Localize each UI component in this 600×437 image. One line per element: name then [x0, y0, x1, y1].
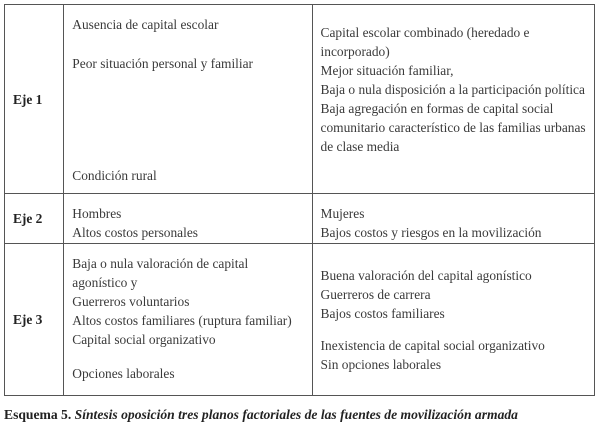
table-row-eje-1: [5, 5, 595, 194]
table-row-eje-2: [5, 194, 595, 244]
list-item: Mujeres: [320, 206, 365, 221]
list-item: Inexistencia de capital social organizativo: [320, 338, 545, 353]
table-row-eje-3: [5, 244, 595, 396]
list-item: Capital social organizativo: [72, 332, 216, 347]
list-item: Buena valoración del capital agonístico: [320, 268, 532, 283]
caption-title: Síntesis oposición tres planos factoriales de las fuentes de movilización armada: [74, 407, 518, 422]
left-cell: [64, 5, 312, 194]
axis-label: Eje 1: [5, 5, 64, 194]
right-cell: [312, 194, 594, 244]
list-item: Mejor situación familiar,: [320, 63, 454, 78]
list-item: Altos costos familiares (ruptura familiar): [72, 313, 292, 328]
list-item: Guerreros de carrera: [320, 287, 431, 302]
right-cell: [312, 244, 594, 396]
left-cell: [64, 244, 312, 396]
left-cell: [64, 194, 312, 244]
list-item: Guerreros voluntarios: [72, 294, 190, 309]
list-item: Bajos costos y riesgos en la movilización: [320, 225, 542, 240]
list-item: Bajos costos familiares: [320, 306, 445, 321]
list-item: Ausencia de capital escolar: [72, 17, 219, 32]
list-item: Sin opciones laborales: [320, 357, 442, 372]
list-item: Hombres: [72, 206, 122, 221]
list-item: Peor situación personal y familiar: [72, 56, 254, 71]
list-item: Condición rural: [72, 168, 157, 183]
list-item: Altos costos personales: [72, 225, 199, 240]
right-cell: [312, 5, 594, 194]
list-item: Capital escolar combinado (heredado e incorporado): [320, 25, 530, 59]
list-item: Baja agregación en formas de capital social comunitario característico de las familias urbanas de clase media: [320, 101, 586, 154]
caption-label: Esquema 5.: [4, 407, 72, 422]
figure-caption: [4, 407, 518, 423]
list-item: Opciones laborales: [72, 366, 175, 381]
axis-label: Eje 2: [5, 194, 64, 244]
list-item: Baja o nula disposición a la participación política: [320, 82, 585, 97]
list-item: Baja o nula valoración de capital agonístico y: [72, 256, 249, 290]
scheme-table: [4, 4, 595, 396]
axis-label: Eje 3: [5, 244, 64, 396]
